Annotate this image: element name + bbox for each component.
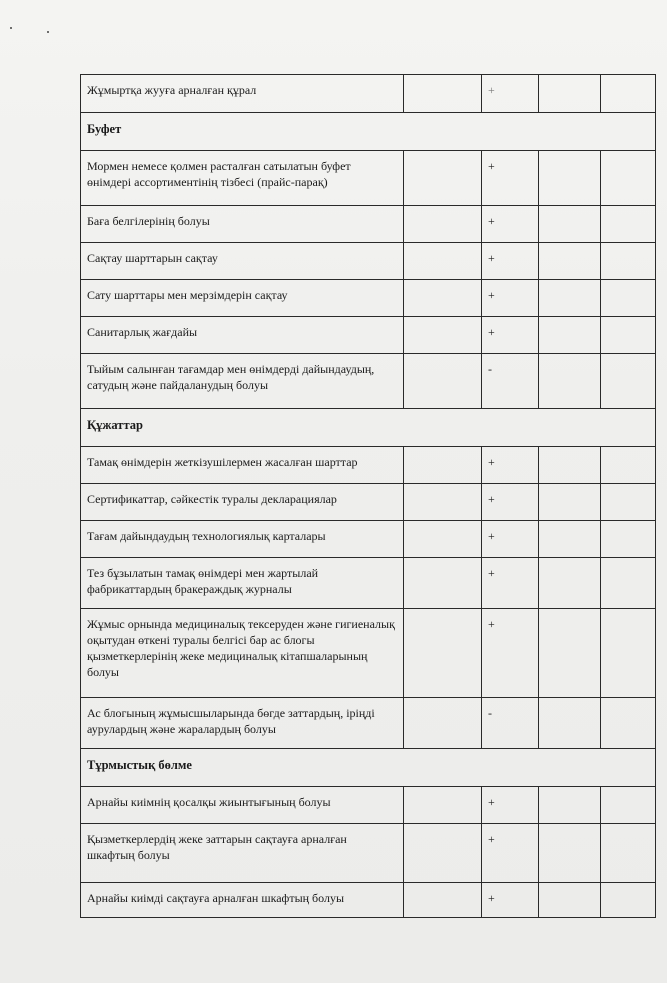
criterion-text: Баға белгілерінің болуы bbox=[81, 206, 404, 243]
section-title: Тұрмыстық бөлме bbox=[81, 749, 656, 787]
table-row bbox=[81, 280, 656, 317]
compliance-mark: + bbox=[482, 609, 539, 698]
compliance-mark: + bbox=[482, 75, 539, 113]
table-row bbox=[81, 243, 656, 280]
empty-cell bbox=[601, 484, 656, 521]
table-row bbox=[81, 558, 656, 609]
table-row bbox=[81, 787, 656, 824]
empty-cell bbox=[404, 787, 482, 824]
empty-cell bbox=[404, 243, 482, 280]
empty-cell bbox=[539, 484, 601, 521]
criterion-text: Қызметкерлердің жеке заттарын сақтауға арналған шкафтың болуы bbox=[81, 824, 404, 883]
empty-cell bbox=[539, 787, 601, 824]
table-row bbox=[81, 354, 656, 409]
empty-cell bbox=[539, 609, 601, 698]
empty-cell bbox=[601, 609, 656, 698]
table-row bbox=[81, 75, 656, 113]
compliance-mark: + bbox=[482, 787, 539, 824]
compliance-mark: + bbox=[482, 151, 539, 206]
table-row bbox=[81, 609, 656, 698]
table-row bbox=[81, 484, 656, 521]
compliance-mark: + bbox=[482, 317, 539, 354]
criterion-text: Арнайы киімнің қосалқы жиынтығының болуы bbox=[81, 787, 404, 824]
compliance-mark: + bbox=[482, 883, 539, 918]
empty-cell bbox=[601, 317, 656, 354]
empty-cell bbox=[404, 280, 482, 317]
criterion-text: Ас блогының жұмысшыларында бөгде заттардың, іріңді аурулардың және жаралардың болуы bbox=[81, 698, 404, 749]
empty-cell bbox=[601, 75, 656, 113]
table-row bbox=[81, 151, 656, 206]
empty-cell bbox=[539, 558, 601, 609]
table-row bbox=[81, 824, 656, 883]
empty-cell bbox=[601, 354, 656, 409]
compliance-mark: + bbox=[482, 206, 539, 243]
criterion-text: Сақтау шарттарын сақтау bbox=[81, 243, 404, 280]
compliance-mark: + bbox=[482, 558, 539, 609]
empty-cell bbox=[539, 354, 601, 409]
empty-cell bbox=[601, 787, 656, 824]
table-row bbox=[81, 521, 656, 558]
empty-cell bbox=[601, 824, 656, 883]
empty-cell bbox=[404, 609, 482, 698]
empty-cell bbox=[539, 521, 601, 558]
criterion-text: Жұмыс орнында медициналық тексеруден және гигиеналық оқытудан өткені туралы белгісі бар ас блогы қызметкерлерінің жеке медициналық кітапшаларының болуы bbox=[81, 609, 404, 698]
empty-cell bbox=[404, 354, 482, 409]
compliance-mark: - bbox=[482, 698, 539, 749]
empty-cell bbox=[601, 280, 656, 317]
compliance-mark: + bbox=[482, 521, 539, 558]
empty-cell bbox=[539, 243, 601, 280]
empty-cell bbox=[601, 521, 656, 558]
empty-cell bbox=[404, 883, 482, 918]
section-header-row bbox=[81, 749, 656, 787]
empty-cell bbox=[539, 280, 601, 317]
criterion-text: Сертификаттар, сәйкестік туралы декларациялар bbox=[81, 484, 404, 521]
criterion-text: Тағам дайындаудың технологиялық карталары bbox=[81, 521, 404, 558]
empty-cell bbox=[539, 824, 601, 883]
empty-cell bbox=[404, 484, 482, 521]
empty-cell bbox=[539, 447, 601, 484]
empty-cell bbox=[404, 151, 482, 206]
empty-cell bbox=[539, 317, 601, 354]
empty-cell bbox=[404, 521, 482, 558]
empty-cell bbox=[601, 558, 656, 609]
section-title: Буфет bbox=[81, 113, 656, 151]
compliance-mark: + bbox=[482, 484, 539, 521]
compliance-mark: - bbox=[482, 354, 539, 409]
criterion-text: Сату шарттары мен мерзімдерін сақтау bbox=[81, 280, 404, 317]
empty-cell bbox=[601, 206, 656, 243]
empty-cell bbox=[601, 883, 656, 918]
speck-mark bbox=[10, 27, 12, 29]
criterion-text: Санитарлық жағдайы bbox=[81, 317, 404, 354]
empty-cell bbox=[601, 151, 656, 206]
criterion-text: Арнайы киімді сақтауға арналған шкафтың болуы bbox=[81, 883, 404, 918]
table-row bbox=[81, 447, 656, 484]
criterion-text: Тыйым салынған тағамдар мен өнімдерді дайындаудың, сатудың және пайдаланудың болуы bbox=[81, 354, 404, 409]
table-row bbox=[81, 206, 656, 243]
section-title: Құжаттар bbox=[81, 409, 656, 447]
empty-cell bbox=[404, 75, 482, 113]
section-header-row bbox=[81, 113, 656, 151]
empty-cell bbox=[539, 883, 601, 918]
empty-cell bbox=[404, 698, 482, 749]
empty-cell bbox=[601, 243, 656, 280]
speck-mark bbox=[47, 31, 49, 33]
compliance-mark: + bbox=[482, 243, 539, 280]
empty-cell bbox=[404, 447, 482, 484]
criterion-text: Тез бұзылатын тамақ өнімдері мен жартылай фабрикаттардың бракераждық журналы bbox=[81, 558, 404, 609]
criterion-text: Жұмыртқа жууға арналған құрал bbox=[81, 75, 404, 113]
empty-cell bbox=[539, 698, 601, 749]
compliance-mark: + bbox=[482, 824, 539, 883]
table-row bbox=[81, 883, 656, 918]
compliance-mark: + bbox=[482, 447, 539, 484]
empty-cell bbox=[539, 75, 601, 113]
empty-cell bbox=[539, 151, 601, 206]
table-row bbox=[81, 698, 656, 749]
empty-cell bbox=[539, 206, 601, 243]
empty-cell bbox=[601, 698, 656, 749]
empty-cell bbox=[404, 317, 482, 354]
section-header-row bbox=[81, 409, 656, 447]
compliance-mark: + bbox=[482, 280, 539, 317]
criterion-text: Мормен немесе қолмен расталған сатылатын буфет өнімдері ассортиментінің тізбесі (прайс-парақ) bbox=[81, 151, 404, 206]
criterion-text: Тамақ өнімдерін жеткізушілермен жасалған шарттар bbox=[81, 447, 404, 484]
empty-cell bbox=[404, 206, 482, 243]
empty-cell bbox=[404, 824, 482, 883]
inspection-checklist-table bbox=[80, 74, 656, 918]
empty-cell bbox=[404, 558, 482, 609]
empty-cell bbox=[601, 447, 656, 484]
table-row bbox=[81, 317, 656, 354]
